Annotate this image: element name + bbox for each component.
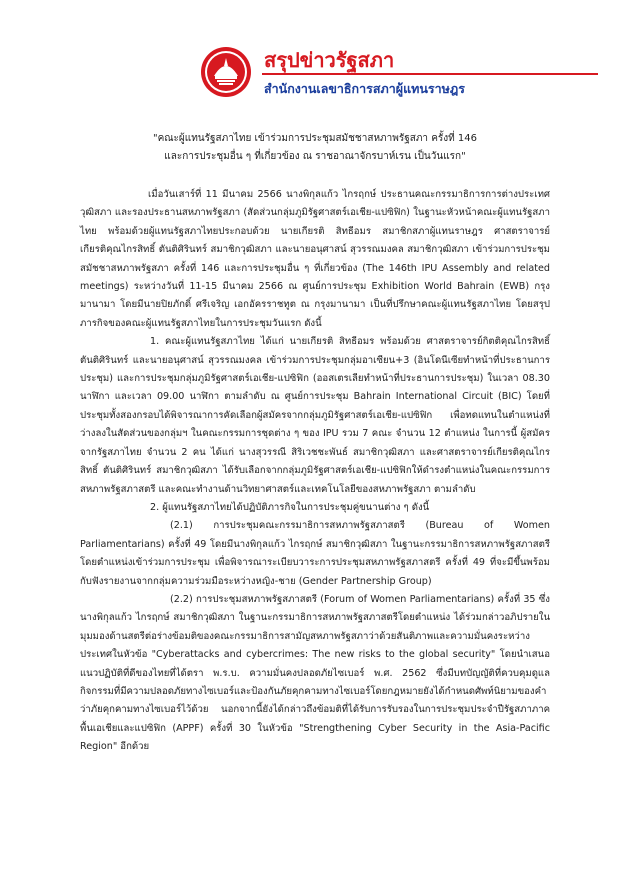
document-body: [80, 130, 550, 757]
header-title: สรุปข่าวรัฐสภา: [264, 48, 395, 72]
paragraph-item-2-1: (2.1) การประชุมคณะกรรมาธิการสหภาพรัฐสภาสตรี (Bureau of Women Parliamentarians) ครั้งที่ 49 โดยมีนางพิกุลแก้ว ไกรฤกษ์ สมาชิกวุฒิสภา ในฐานะกรรมาธิการสหภาพรัฐสภาสตรีโดยตำแหน่งเข้าร่วมการประชุม เพื่อพิจารณาระเบียบวาระการประชุมสหภาพรัฐสภาสตรี ครั้งที่ 49 ที่จะมีขึ้นพร้อมกับฟังรายงานจากกลุ่มความร่วมมือระหว่างหญิง-ชาย (Gender Partnership Group): [80, 520, 550, 587]
headline-line-1: "คณะผู้แทนรัฐสภาไทย เข้าร่วมการประชุมสมัชชาสหภาพรัฐสภา ครั้งที่ 146: [152, 133, 478, 144]
headline-line-2: และการประชุมอื่น ๆ ที่เกี่ยวข้อง ณ ราชอาณาจักรบาห์เรน เป็นวันแรก": [164, 151, 466, 162]
parliament-logo: [200, 46, 252, 98]
paragraph-item-2-2: (2.2) การประชุมสหภาพรัฐสภาสตรี (Forum of Women Parliamentarians) ครั้งที่ 35 ซึ่งนางพิกุลแก้ว ไกรฤกษ์ สมาชิกวุฒิสภา ในฐานะกรรมาธิการสหภาพรัฐสภาสตรีโดยตำแหน่ง ได้ร่วมกล่าวอภิปรายในมุมมองด้านสตรีต่อร่างข้อมติของคณะกรรมาธิการสามัญสหภาพรัฐสภาว่าด้วยสันติภาพและความมั่นคงระหว่างประเทศในหัวข้อ "Cyberattacks and cybercrimes: The new risks to the global security" โดยนำเสนอแนวปฏิบัติที่ดีของไทยที่ได้ตรา พ.ร.บ. ความมั่นคงปลอดภัยไซเบอร์ พ.ศ. 2562 ซึ่งมีบทบัญญัติที่ควบคุมดูแลกิจกรรมที่มีความปลอดภัยทางไซเบอร์และป้องกันภัยคุกคามทางไซเบอร์โดยกฎหมายยังได้กำหนดศัพท์นิยามของคำว่าภัยคุกคามทางไซเบอร์ไว้ด้วย นอกจากนี้ยังได้กล่าวถึงข้อมติที่ได้รับการรับรองในการประชุมประจำปีรัฐสภาภาคพื้นเอเชียและแปซิฟิก (APPF) ครั้งที่ 30 ในหัวข้อ "Strengthening Cyber Security in the Asia-Pacific Region" อีกด้วย: [80, 593, 550, 753]
paragraph-item-1: 1. คณะผู้แทนรัฐสภาไทย ได้แก่ นายเกียรติ สิทธีอมร พร้อมด้วย ศาสตราจารย์กิตติคุณไกรสิทธิ์ ตันติศิรินทร์ และนายอนุศาสน์ สุวรรณมงคล เข้าร่วมการประชุมกลุ่มอาเซียน+3 (อินโดนีเซียทำหน้าที่ประธานการประชุม) และการประชุมกลุ่มภูมิรัฐศาสตร์เอเชีย-แปซิฟิก (ออสเตรเลียทำหน้าที่ประธานการประชุม) ในเวลา 08.30 นาฬิกา และเวลา 09.00 นาฬิกา ตามลำดับ ณ ศูนย์การประชุม Bahrain International Circuit (BIC) โดยที่ประชุมทั้งสองกรอบได้พิจารณาการคัดเลือกผู้สมัครจากกลุ่มภูมิรัฐศาสตร์เอเชีย-แปซิฟิก เพื่อทดแทนในตำแหน่งที่ว่างลงในสัดส่วนของกลุ่มฯ ในคณะกรรมการชุดต่าง ๆ ของ IPU รวม 7 คณะ จำนวน 12 ตำแหน่ง ในการนี้ ผู้สมัครจากรัฐสภาไทย จำนวน 2 คน ได้แก่ นางสุวรรณี สิริเวชชะพันธ์ สมาชิกวุฒิสภา และศาสตราจารย์เกียรติคุณไกรสิทธิ์ ตันติศิรินทร์ สมาชิกวุฒิสภา ได้รับเลือกจากกลุ่มภูมิรัฐศาสตร์เอเชีย-แปซิฟิกให้ดำรงตำแหน่งในคณะกรรมการสหภาพรัฐสภาสตรี และคณะทำงานด้านวิทยาศาสตร์และเทคโนโลยีของสหภาพรัฐสภา ตามลำดับ: [80, 336, 550, 495]
header-subtitle: สำนักงานเลขาธิการสภาผู้แทนราษฎร: [264, 81, 465, 96]
paragraph-intro: เมื่อวันเสาร์ที่ 11 มีนาคม 2566 นางพิกุลแก้ว ไกรฤกษ์ ประธานคณะกรรมาธิการการต่างประเทศ วุฒิสภา และรองประธานสหภาพรัฐสภา (สัดส่วนกลุ่มภูมิรัฐศาสตร์เอเชีย-แปซิฟิก) ในฐานะหัวหน้าคณะผู้แทนรัฐสภาไทย พร้อมด้วยผู้แทนรัฐสภาไทยประกอบด้วย นายเกียรติ สิทธีอมร สมาชิกสภาผู้แทนราษฎร ศาสตราจารย์เกียรติคุณไกรสิทธิ์ ตันติศิรินทร์ สมาชิกวุฒิสภา และนายอนุศาสน์ สุวรรณมงคล สมาชิกวุฒิสภา เข้าร่วมการประชุมสมัชชาสหภาพรัฐสภา ครั้งที่ 146 และการประชุมอื่น ๆ ที่เกี่ยวข้อง (The 146th IPU Assembly and related meetings) ระหว่างวันที่ 11-15 มีนาคม 2566 ณ ศูนย์การประชุม Exhibition World Bahrain (EWB) กรุงมานามา โดยมีนายปิยภักดิ์ ศรีเจริญ เอกอัครราชทูต ณ กรุงมานามา เป็นที่ปรึกษาคณะผู้แทนรัฐสภาไทย โดยสรุปภารกิจของคณะผู้แทนรัฐสภาไทยในการประชุมวันแรก ดังนี้: [80, 189, 550, 329]
headline: [80, 130, 550, 166]
header-divider: [262, 73, 598, 75]
paragraph-item-2: 2. ผู้แทนรัฐสภาไทยได้ปฏิบัติภารกิจในการประชุมคู่ขนานต่าง ๆ ดังนี้: [150, 501, 430, 513]
